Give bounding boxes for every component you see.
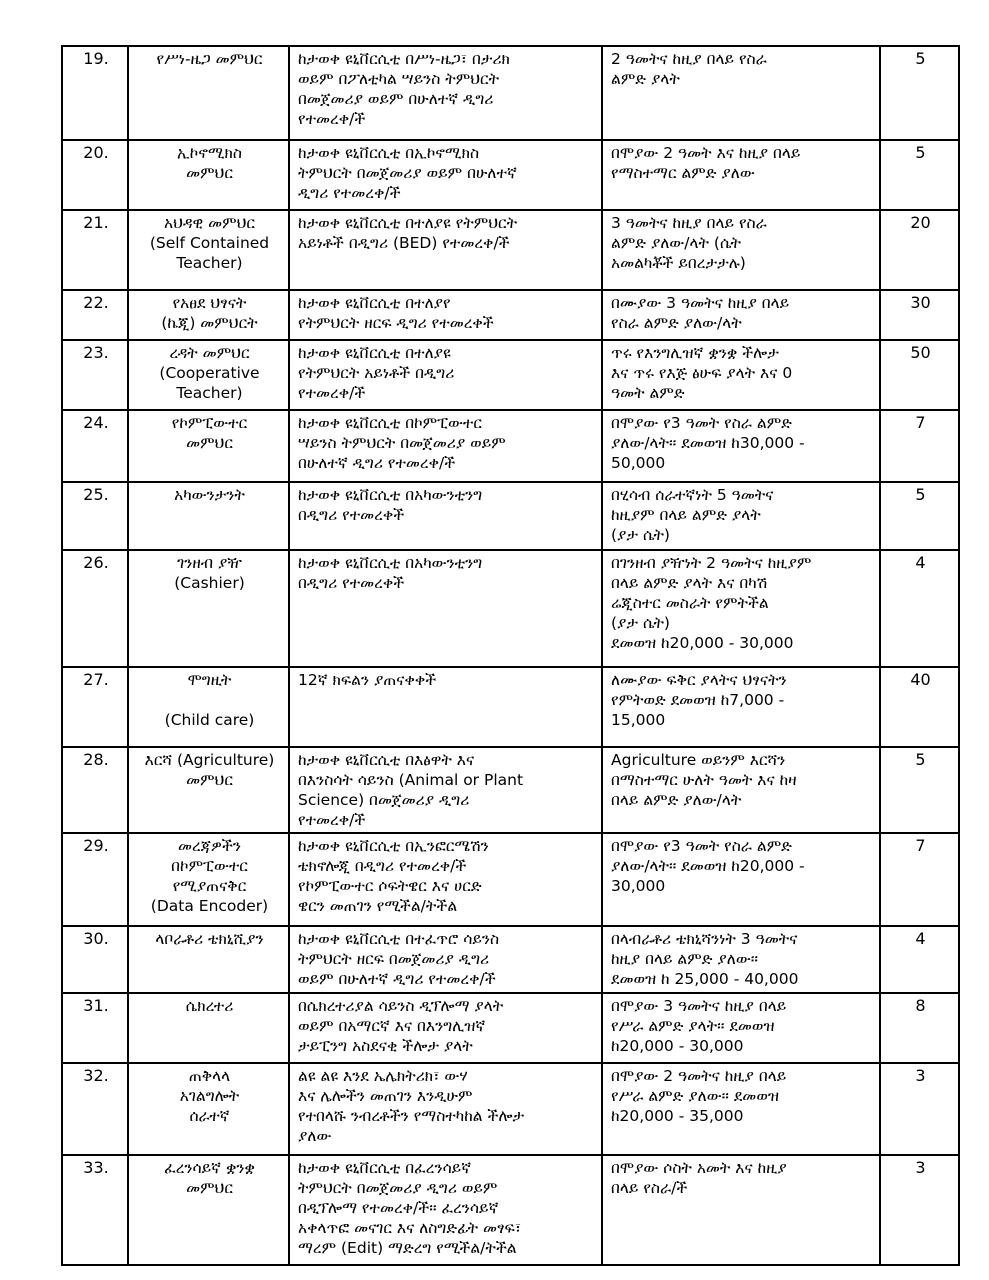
qualification-line: የኮምፒውተር ሶፍትዌር እና ሀርድ bbox=[298, 877, 482, 895]
experience-line: ዓመት ልምድ bbox=[611, 384, 685, 402]
position-title-line: (ኬጂ) መምህርት bbox=[161, 314, 258, 332]
qualification-line: ከታወቀ ዩኒቨርሲቲ በኢንፎርሜሽን bbox=[298, 837, 489, 855]
qualification-line: ትምህርት በመጀመሪያ ዲግሪ ወይም bbox=[298, 1179, 498, 1197]
row-number: 32. bbox=[62, 1063, 128, 1155]
experience-line: በሞያው የ3 ዓመት የስራ ልምድ bbox=[611, 837, 792, 855]
qualification-line: የትምህርት አይነቶች በዲግሪ bbox=[298, 364, 455, 382]
table-row bbox=[62, 410, 959, 482]
qualification bbox=[289, 46, 602, 140]
experience-line: የሥራ ልምድ ያላት፡፡ ደመወዝ bbox=[611, 1017, 775, 1035]
job-vacancy-table bbox=[61, 45, 960, 1266]
qualification bbox=[289, 833, 602, 926]
position-title bbox=[128, 833, 289, 926]
position-title bbox=[128, 340, 289, 410]
qualification-line: የተመረቀ/ች bbox=[298, 811, 366, 829]
position-title-line: ሰራተኛ bbox=[189, 1107, 230, 1125]
qualification bbox=[289, 210, 602, 290]
position-title-line: መምህር bbox=[186, 771, 233, 789]
table-row bbox=[62, 1063, 959, 1155]
row-number: 28. bbox=[62, 747, 128, 833]
qualification-line: በሴክረተሪያል ሳይንስ ዲፕሎማ ያላት bbox=[298, 997, 504, 1015]
table-row bbox=[62, 833, 959, 926]
table-row bbox=[62, 993, 959, 1063]
position-title-line: ገንዘብ ያዥ bbox=[177, 554, 242, 572]
experience-line: በሞያው ሶስት አመት እና ከዚያ bbox=[611, 1159, 787, 1177]
position-title-line: ኢኮኖሚክስ bbox=[177, 144, 242, 162]
position-title-line: ረዳት መምህር bbox=[169, 344, 250, 362]
position-title bbox=[128, 210, 289, 290]
qualification bbox=[289, 290, 602, 340]
qualification-line: ከታወቀ ዩኒቨርሲቲ በአካውንቲንግ bbox=[298, 486, 483, 504]
qualification-line: የትምህርት ዘርፍ ዲግሪ የተመረቀች bbox=[298, 314, 494, 332]
qualification bbox=[289, 1063, 602, 1155]
position-title bbox=[128, 747, 289, 833]
experience-line: ከዚያም በላይ ልምድ ያላት bbox=[611, 506, 761, 524]
position-title-line: Teacher) bbox=[176, 254, 243, 272]
qualification-line: በእንስሳት ሳይንስ (Animal or Plant bbox=[298, 771, 524, 789]
experience bbox=[602, 290, 880, 340]
table-row bbox=[62, 46, 959, 140]
table-row bbox=[62, 926, 959, 993]
qualification bbox=[289, 993, 602, 1063]
experience bbox=[602, 410, 880, 482]
experience-line: እና ጥሩ የእጅ ፅሁፍ ያላት እና 0 bbox=[611, 364, 793, 382]
quantity: 8 bbox=[880, 993, 959, 1063]
qualification bbox=[289, 550, 602, 667]
qualification-line: በዲግሪ የተመረቀች bbox=[298, 506, 405, 524]
experience-line: በሂሳብ ሰራተኛነት 5 ዓመትና bbox=[611, 486, 774, 504]
qualification bbox=[289, 140, 602, 210]
experience-line: በማስተማር ሁለት ዓመት እና ከዛ bbox=[611, 771, 797, 789]
experience-line: ከ20,000 - 35,000 bbox=[611, 1107, 744, 1125]
table-row bbox=[62, 550, 959, 667]
quantity: 3 bbox=[880, 1063, 959, 1155]
experience-line: ከ20,000 - 30,000 bbox=[611, 1037, 744, 1055]
qualification-line: አይነቶች በዲግሪ (BED) የተመረቀ/ች bbox=[298, 234, 510, 252]
experience-line: በሞያው 2 ዓመት እና ከዚያ በላይ bbox=[611, 144, 801, 162]
position-title-line: Teacher) bbox=[176, 384, 243, 402]
experience-line: የማስተማር ልምድ ያለው bbox=[611, 164, 755, 182]
position-title-line: የአፀደ ህፃናት bbox=[172, 294, 247, 312]
experience bbox=[602, 993, 880, 1063]
qualification-line: አቀላጥፎ መናገር እና ለስግድፊት መፃፍ፣ bbox=[298, 1219, 522, 1237]
position-title-line: መምህር bbox=[186, 434, 233, 452]
qualification-line: የተመረቀ/ች bbox=[298, 110, 366, 128]
qualification-line: ከታወቀ ዩኒቨርሲቲ በተለያዩ የትምህርት bbox=[298, 214, 518, 232]
quantity: 5 bbox=[880, 747, 959, 833]
row-number: 33. bbox=[62, 1155, 128, 1265]
qualification bbox=[289, 482, 602, 550]
position-title bbox=[128, 667, 289, 747]
qualification-line: ትምህርት ዘርፍ በመጀመሪያ ዲግሪ bbox=[298, 950, 490, 968]
experience-line: ደመወዝ ከ20,000 - 30,000 bbox=[611, 634, 794, 652]
experience-line: በሙያው 3 ዓመትና ከዚያ በላይ bbox=[611, 294, 790, 312]
position-title-line bbox=[137, 690, 282, 710]
row-number: 20. bbox=[62, 140, 128, 210]
qualification-line: ከታወቀ ዩኒቨርሲቲ በፈረንሳይኛ bbox=[298, 1159, 472, 1177]
qualification-line: ወይም በሁለተኛ ዲግሪ የተመረቀ/ች bbox=[298, 970, 496, 988]
position-title bbox=[128, 550, 289, 667]
experience-line: 30,000 bbox=[611, 877, 666, 895]
row-number: 25. bbox=[62, 482, 128, 550]
table-body bbox=[62, 46, 959, 1265]
experience-line: በሞያው የ3 ዓመት የስራ ልምድ bbox=[611, 414, 792, 432]
table-row bbox=[62, 747, 959, 833]
position-title-line: አገልግሎት bbox=[179, 1087, 240, 1105]
qualification-line: ከታወቀ ዩኒቨርሲቲ በኢኮኖሚክስ bbox=[298, 144, 480, 162]
position-title-line: አህዳዊ መምህር bbox=[163, 214, 255, 232]
experience bbox=[602, 667, 880, 747]
position-title-line: (Data Encoder) bbox=[150, 897, 269, 915]
position-title-line: ፈረንሳይኛ ቋንቋ bbox=[164, 1159, 255, 1177]
experience bbox=[602, 340, 880, 410]
experience bbox=[602, 1155, 880, 1265]
position-title-line: (Cooperative bbox=[159, 364, 260, 382]
quantity: 4 bbox=[880, 550, 959, 667]
position-title-line: ሴክረተሪ bbox=[185, 997, 234, 1015]
experience-line: ጥሩ የእንግሊዝኛ ቋንቋ ችሎታ bbox=[611, 344, 779, 362]
experience-line: የሥራ ልምድ ያለው፡፡ ደመወዝ bbox=[611, 1087, 779, 1105]
row-number: 22. bbox=[62, 290, 128, 340]
experience-line: 2 ዓመትና ከዚያ በላይ የስራ bbox=[611, 50, 767, 68]
experience-line: (ያታ ሴት) bbox=[611, 614, 670, 632]
quantity: 20 bbox=[880, 210, 959, 290]
qualification-line: ትምህርት በመጀመሪያ ወይም በሁለተኛ bbox=[298, 164, 517, 182]
experience-line: በላብራቶሪ ቴክኒሻንነት 3 ዓመትና bbox=[611, 930, 798, 948]
qualification-line: ልዩ ልዩ እንደ ኤሌክትሪክ፣ ውሃ bbox=[298, 1067, 468, 1085]
experience-line: የምትወድ ደመወዝ ከ7,000 - bbox=[611, 691, 785, 709]
quantity: 4 bbox=[880, 926, 959, 993]
position-title bbox=[128, 46, 289, 140]
row-number: 19. bbox=[62, 46, 128, 140]
table-row bbox=[62, 340, 959, 410]
qualification-line: ወይም በፖለቲካል ሣይንስ ትምህርት bbox=[298, 70, 500, 88]
position-title bbox=[128, 290, 289, 340]
qualification-line: በዲግሪ የተመረቀች bbox=[298, 574, 405, 592]
quantity: 7 bbox=[880, 410, 959, 482]
experience bbox=[602, 550, 880, 667]
position-title-line: መምህር bbox=[186, 164, 233, 182]
row-number: 23. bbox=[62, 340, 128, 410]
quantity: 5 bbox=[880, 46, 959, 140]
quantity: 30 bbox=[880, 290, 959, 340]
qualification bbox=[289, 747, 602, 833]
experience-line: የስራ ልምድ ያለው/ላት bbox=[611, 314, 742, 332]
experience bbox=[602, 1063, 880, 1155]
position-title bbox=[128, 1155, 289, 1265]
experience bbox=[602, 482, 880, 550]
position-title-line: በኮምፒውተር bbox=[171, 857, 248, 875]
table-row bbox=[62, 140, 959, 210]
qualification bbox=[289, 1155, 602, 1265]
quantity: 5 bbox=[880, 140, 959, 210]
experience-line: አመልካቾች ይበረታታሉ) bbox=[611, 254, 746, 272]
qualification-line: ቴክኖሎጂ በዲግሪ የተመረቀ/ች bbox=[298, 857, 467, 875]
experience bbox=[602, 46, 880, 140]
experience-line: 15,000 bbox=[611, 711, 666, 729]
position-title-line: የኮምፒውተር bbox=[171, 414, 248, 432]
experience-line: 3 ዓመትና ከዚያ በላይ የስራ bbox=[611, 214, 767, 232]
experience-line: Agriculture ወይንም እርሻን bbox=[611, 751, 786, 769]
qualification-line: የተበላሹ ንብረቶችን የማስተካከል ችሎታ bbox=[298, 1107, 525, 1125]
position-title-line: (Self Contained bbox=[149, 234, 270, 252]
position-title-line: አካውንታንት bbox=[174, 486, 245, 504]
qualification-line: በመጀመሪያ ወይም በሁለተኛ ዲግሪ bbox=[298, 90, 494, 108]
position-title bbox=[128, 993, 289, 1063]
qualification-line: በሁለተኛ ዲግሪ የተመረቀ/ች bbox=[298, 454, 456, 472]
row-number: 30. bbox=[62, 926, 128, 993]
qualification-line: ከታወቀ ዩኒቨርሲቲ በእፅዋት እና bbox=[298, 751, 475, 769]
quantity: 3 bbox=[880, 1155, 959, 1265]
table-row bbox=[62, 290, 959, 340]
table-row bbox=[62, 482, 959, 550]
qualification-line: ከታወቀ ዩኒቨርሲቲ በተለያዩ bbox=[298, 344, 451, 362]
experience-line: ከዚያ በላይ ልምድ ያለው፡፡ bbox=[611, 950, 759, 968]
position-title bbox=[128, 1063, 289, 1155]
position-title-line: መምህር bbox=[186, 1179, 233, 1197]
qualification-line: ከታወቀ ዩኒቨርሲቲ በተለያየ bbox=[298, 294, 451, 312]
experience-line: ሬጂስተር መስራት የምትችል bbox=[611, 594, 769, 612]
position-title bbox=[128, 410, 289, 482]
qualification bbox=[289, 667, 602, 747]
experience-line: (ያታ ሴት) bbox=[611, 526, 670, 544]
qualification-line: ያለው bbox=[298, 1127, 332, 1145]
experience-line: በገንዘብ ያዥነት 2 ዓመትና ከዚያም bbox=[611, 554, 812, 572]
qualification bbox=[289, 410, 602, 482]
qualification-line: ዲግሪ የተመረቀ/ች bbox=[298, 184, 401, 202]
row-number: 21. bbox=[62, 210, 128, 290]
qualification-line: 12ኛ ክፍልን ያጠናቀቀች bbox=[298, 671, 437, 689]
quantity: 50 bbox=[880, 340, 959, 410]
experience bbox=[602, 140, 880, 210]
position-title-line: የሥነ-ዜጋ መምህር bbox=[156, 50, 263, 68]
qualification-line: ከታወቀ ዩኒቨርሲቲ በኮምፒውተር bbox=[298, 414, 482, 432]
position-title bbox=[128, 140, 289, 210]
position-title-line: (Child care) bbox=[164, 711, 255, 729]
row-number: 29. bbox=[62, 833, 128, 926]
experience-line: ያለው/ላት፡፡ ደመወዝ ከ30,000 - bbox=[611, 434, 805, 452]
experience-line: 50,000 bbox=[611, 454, 666, 472]
qualification-line: በዲፕሎማ የተመረቀ/ች፡፡ ፈረንሳይኛ bbox=[298, 1199, 499, 1217]
quantity: 7 bbox=[880, 833, 959, 926]
qualification-line: ከታወቀ ዩኒቨርሲቲ በአካውንቲንግ bbox=[298, 554, 483, 572]
qualification-line: እና ሌሎችን መጠገን እንዲሁም bbox=[298, 1087, 473, 1105]
quantity: 5 bbox=[880, 482, 959, 550]
position-title bbox=[128, 926, 289, 993]
row-number: 27. bbox=[62, 667, 128, 747]
qualification-line: Science) በመጀመሪያ ዲግሪ bbox=[298, 791, 470, 809]
table-row bbox=[62, 667, 959, 747]
qualification-line: ከታወቀ ዩኒቨርሲቲ በሥነ-ዜጋ፣ በታሪክ bbox=[298, 50, 510, 68]
experience-line: ደመወዝ ከ 25,000 - 40,000 bbox=[611, 970, 799, 988]
qualification-line: የተመረቀ/ች bbox=[298, 384, 366, 402]
table-row bbox=[62, 210, 959, 290]
experience-line: በሞያው 3 ዓመትና ከዚያ በላይ bbox=[611, 997, 787, 1015]
table-row bbox=[62, 1155, 959, 1265]
qualification bbox=[289, 926, 602, 993]
experience bbox=[602, 926, 880, 993]
qualification-line: ታይፒንግ አስደናቂ ችሎታ ያላት bbox=[298, 1037, 473, 1055]
qualification-line: ወይም በአማርኛ እና በእንግሊዝኛ bbox=[298, 1017, 486, 1035]
position-title-line: (Cashier) bbox=[174, 574, 245, 592]
position-title-line: መረጃዎችን bbox=[178, 837, 241, 855]
experience-line: በላይ ልምድ ያለው/ላት bbox=[611, 791, 742, 809]
qualification-line: ከታወቀ ዩኒቨርሲቲ በተፈጥሮ ሳይንስ bbox=[298, 930, 500, 948]
experience bbox=[602, 833, 880, 926]
experience-line: ልምድ ያለው/ላት (ሴት bbox=[611, 234, 741, 252]
experience-line: ልምድ ያላት bbox=[611, 70, 680, 88]
experience-line: በላይ ልምድ ያላት እና በካሽ bbox=[611, 574, 768, 592]
row-number: 31. bbox=[62, 993, 128, 1063]
experience-line: ያለው/ላት፡፡ ደመወዝ ከ20,000 - bbox=[611, 857, 805, 875]
position-title-line: ሞግዚት bbox=[187, 671, 232, 689]
position-title bbox=[128, 482, 289, 550]
position-title-line: እርሻ (Agriculture) bbox=[144, 751, 275, 769]
experience-line: በላይ የስራ/ች bbox=[611, 1179, 688, 1197]
qualification-line: ሣይንስ ትምህርት በመጀመሪያ ወይም bbox=[298, 434, 506, 452]
experience bbox=[602, 210, 880, 290]
position-title-line: ላቦራቶሪ ቴክኒሺያን bbox=[155, 930, 264, 948]
quantity: 40 bbox=[880, 667, 959, 747]
qualification-line: ማረም (Edit) ማድረግ የሚችል/ትችል bbox=[298, 1239, 517, 1257]
experience bbox=[602, 747, 880, 833]
qualification-line: ዌርን መጠገን የሚችል/ትችል bbox=[298, 897, 458, 915]
row-number: 26. bbox=[62, 550, 128, 667]
experience-line: በሞያው 2 ዓመትና ከዚያ በላይ bbox=[611, 1067, 787, 1085]
position-title-line: ጠቅላላ bbox=[188, 1067, 231, 1085]
qualification bbox=[289, 340, 602, 410]
row-number: 24. bbox=[62, 410, 128, 482]
experience-line: ለሙያው ፍቅር ያላትና ህፃናትን bbox=[611, 671, 787, 689]
position-title-line: የሚያጠናቅር bbox=[172, 877, 247, 895]
